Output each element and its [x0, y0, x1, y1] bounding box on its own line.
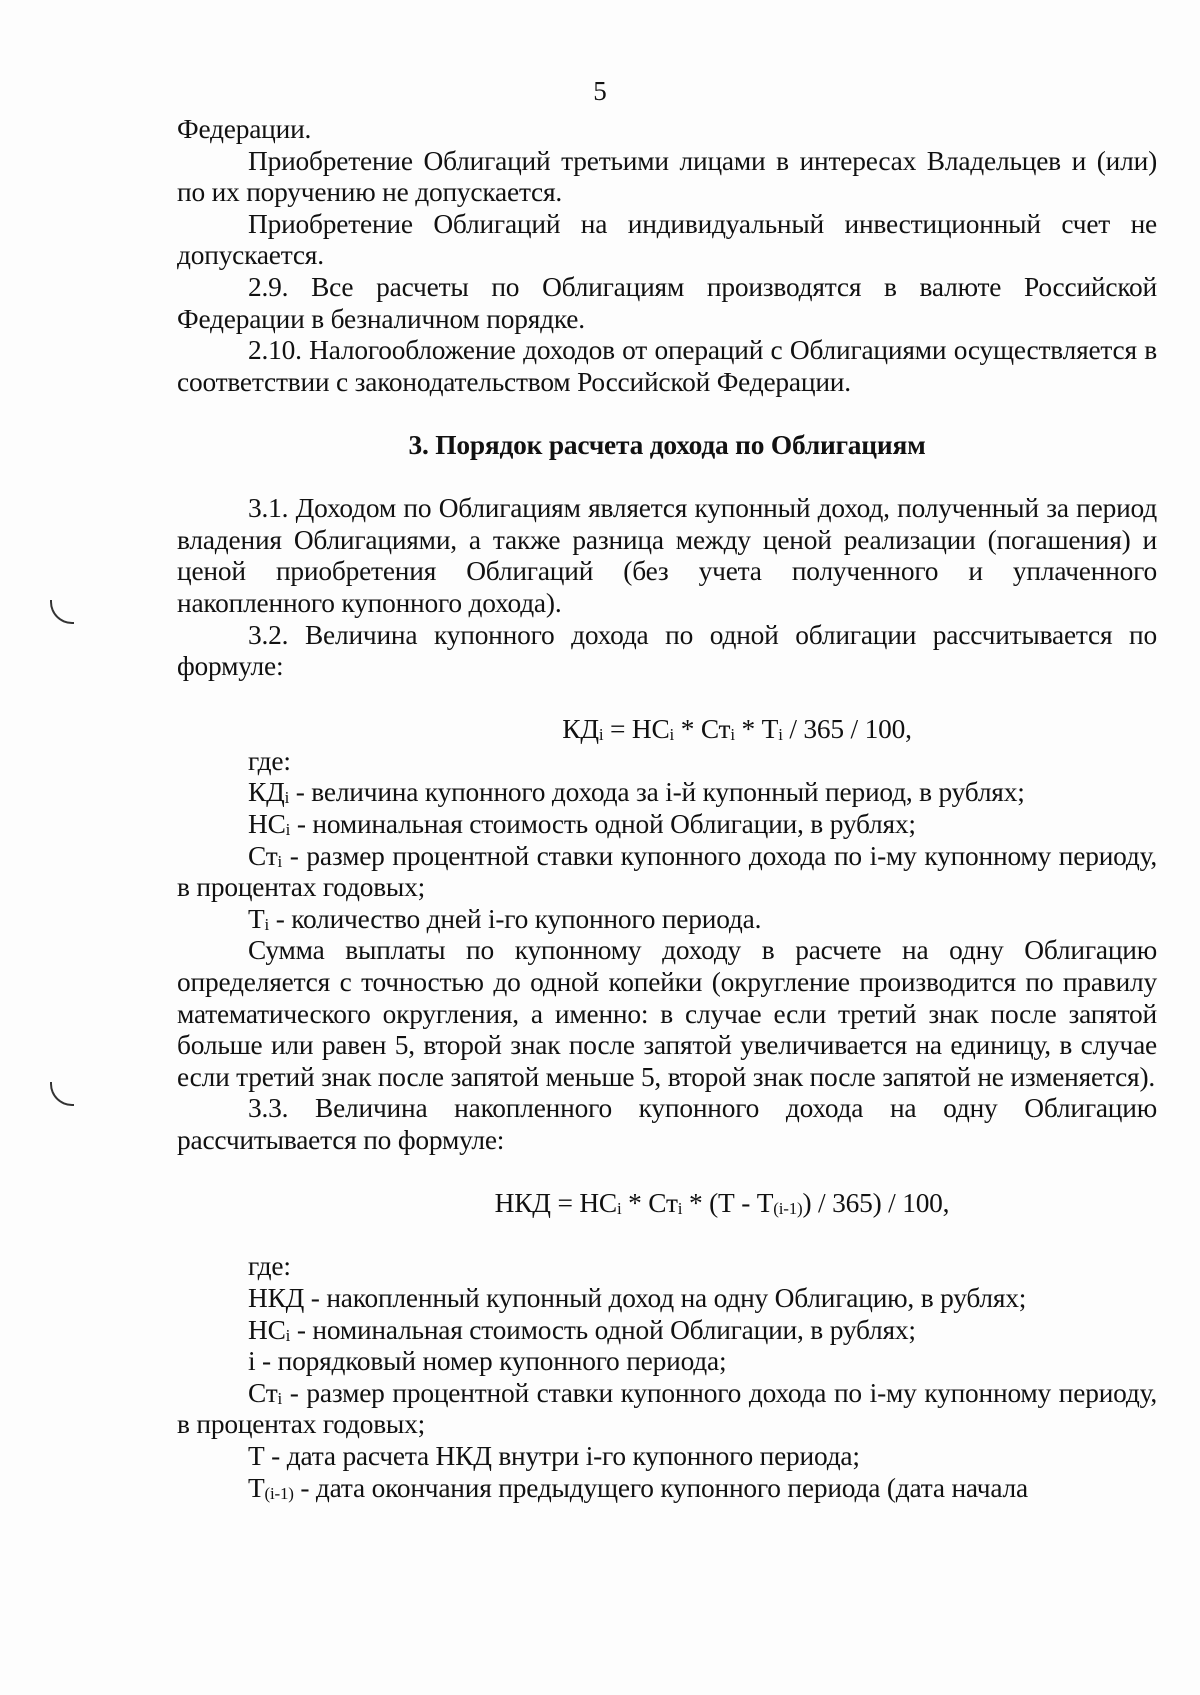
definition-i: i - порядковый номер купонного периода; [248, 1346, 727, 1377]
paragraph: 2.9. Все расчеты по Облигациям производятся в валюте Российской Федерации в безналичном порядке. [177, 271, 1157, 334]
paragraph: где: [248, 745, 291, 776]
section-heading: 3. Порядок расчета дохода по Облигациям [408, 429, 926, 460]
definition-nkd: НКД - накопленный купонный доход на одну Облигацию, в рублях; [248, 1282, 1027, 1313]
paragraph: где: [248, 1251, 291, 1282]
paragraph: Федерации. [177, 114, 312, 144]
definition-ct: $Ст_i$ - размер процентной ставки купонного дохода по i-му купонному периоду, в процентах годовых; [177, 840, 1157, 903]
definition-kd: $КД_i$ - величина купонного дохода за i-й купонный период, в рублях; [248, 777, 1025, 808]
punch-hole-mark [50, 600, 74, 624]
punch-hole-mark [50, 1082, 74, 1106]
definition-ct: $Ст_i$ - размер процентной ставки купонного дохода по i-му купонному периоду, в процентах годовых; [177, 1377, 1157, 1440]
definition-t-prev: $Т_{(i-1)}$ - дата окончания предыдущего купонного периода (дата начала [248, 1472, 1028, 1503]
definition-nc: $НС_i$ - номинальная стоимость одной Облигации, в рублях; [248, 809, 916, 840]
paragraph: 3.1. Доходом по Облигациям является купонный доход, полученный за период владения Облигациями, а также разница между ценой реализации (погашения) и ценой приобретения Облигаций (без учета полученного и уплаченного накопленного купонного дохода). [177, 493, 1157, 618]
paragraph: 2.10. Налогообложение доходов от операций с Облигациями осуществляется в соответствии с законодательством Российской Федерации. [177, 335, 1157, 397]
definition-nc: $НС_i$ - номинальная стоимость одной Облигации, в рублях; [248, 1314, 916, 1345]
paragraph: Приобретение Облигаций третьими лицами в интересах Владельцев и (или) по их поручению не допускается. [177, 145, 1157, 208]
paragraph: 3.3. Величина накопленного купонного дохода на одну Облигацию рассчитывается по формуле: [177, 1093, 1157, 1155]
definition-t: $Т_i$ - количество дней i-го купонного периода. [248, 903, 762, 934]
page-number: 5 [593, 76, 607, 106]
paragraph: Сумма выплаты по купонному доходу в расчете на одну Облигацию определяется с точностью до одной копейки (округление производится по правилу математического округления, а именно: в случае если третий знак после запятой больше или равен 5, второй знак после запятой увеличивается на единицу, в случае если третий знак после запятой меньше 5, второй знак после запятой не изменяется). [177, 935, 1157, 1092]
definition-t: Т - дата расчета НКД внутри i-го купонного периода; [248, 1440, 860, 1471]
document-body [177, 114, 1157, 1504]
formula-coupon-income: $КД_i = НС_i * Ст_i * Т_i / 365 / 100$, [562, 714, 912, 745]
paragraph: 3.2. Величина купонного дохода по одной облигации рассчитывается по формуле: [177, 619, 1157, 682]
paragraph: Приобретение Облигаций на индивидуальный инвестиционный счет не допускается. [177, 208, 1157, 271]
formula-accrued-income: НКД = $НС_i * Ст_i * (Т - Т_{(i-1)}) / 365) / 100$, [494, 1188, 950, 1219]
